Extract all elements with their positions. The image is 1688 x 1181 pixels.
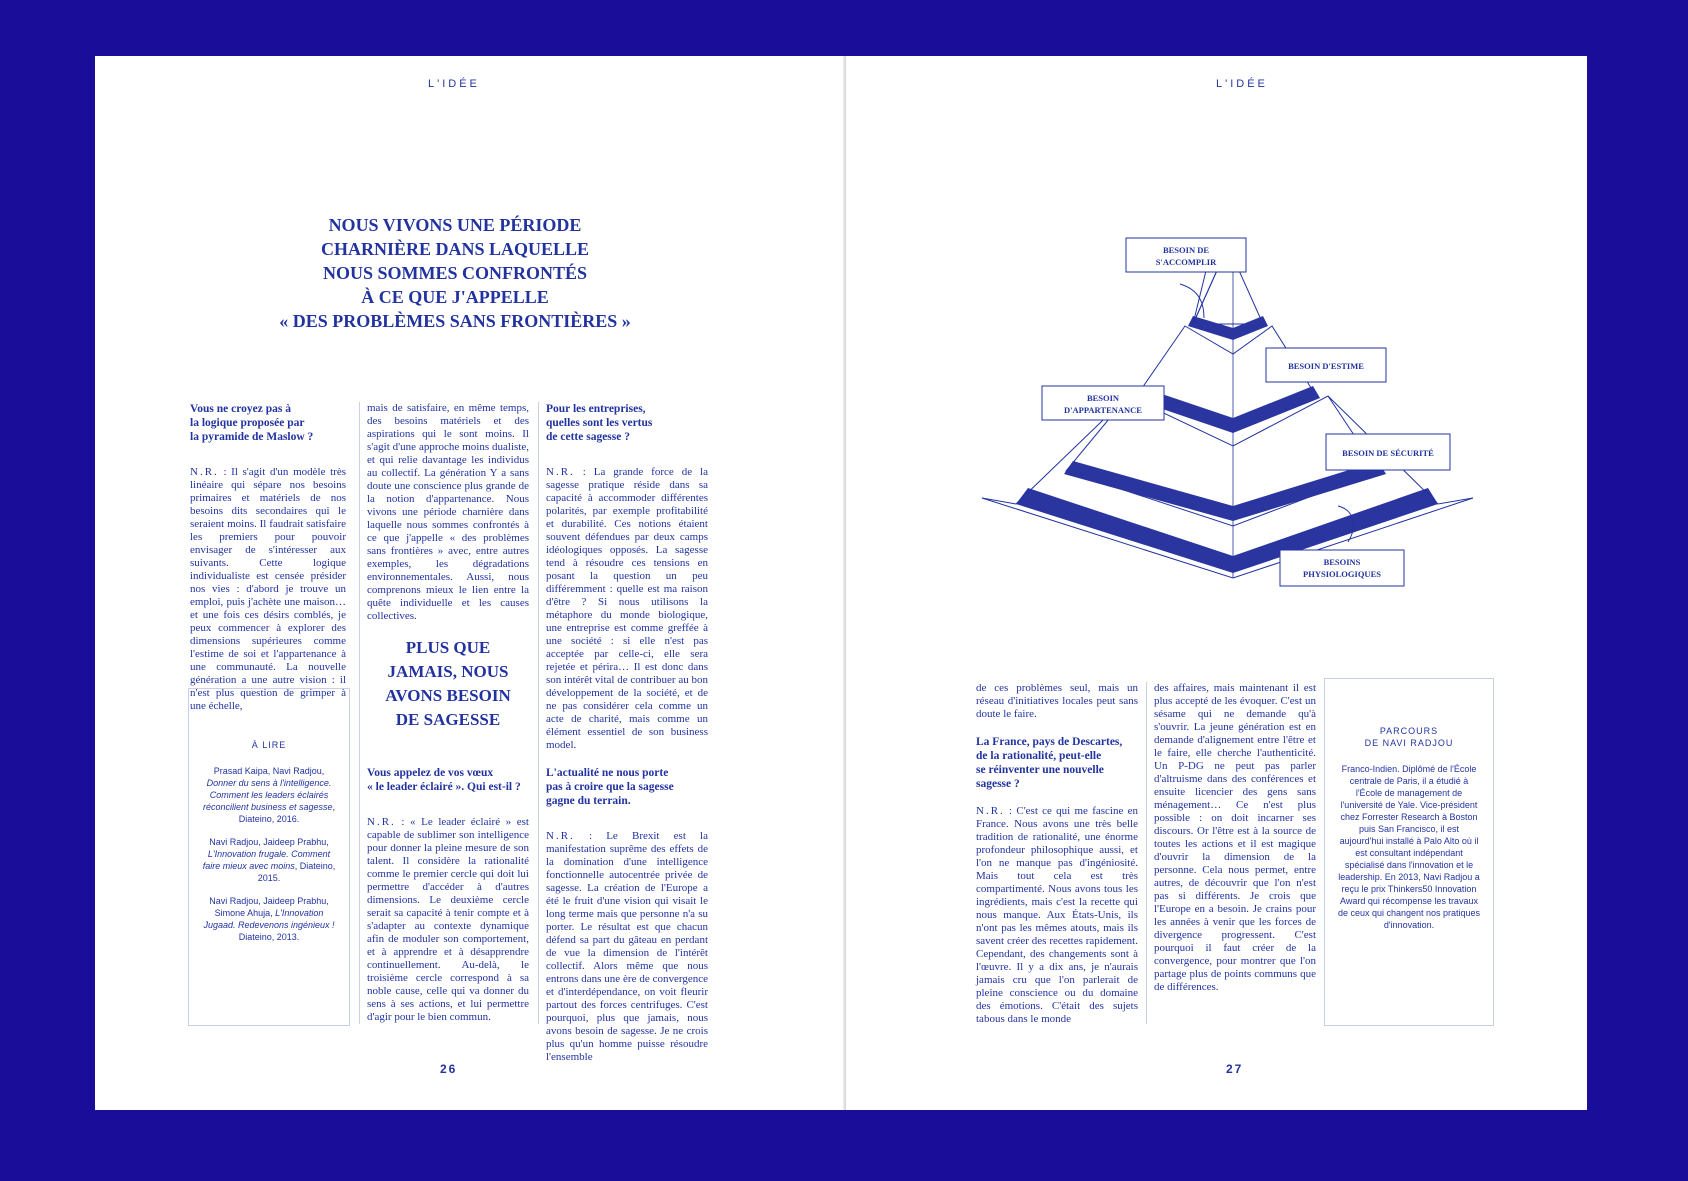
column-1 [190, 402, 346, 713]
parcours-box [1324, 678, 1494, 1026]
column-2-bottom [367, 766, 529, 1024]
svg-text:S'ACCOMPLIR: S'ACCOMPLIR [1155, 257, 1217, 267]
svg-text:BESOINS: BESOINS [1323, 557, 1361, 567]
column-3 [546, 402, 708, 1064]
svg-text:BESOIN D'ESTIME: BESOIN D'ESTIME [1288, 361, 1364, 371]
right-column-1: de ces problèmes seul, mais un réseau d'initiatives locales peut sans doute le faire. La France, pays de Descartes, de la rationalité, peut-elle se réinventer une nouvelle sagesse ? N.R. : C'est ce qui me fascine en France. Nous avons une très belle tradition de rationalité, une énorme profondeur philosophique aussi, et l'on ne manque pas d'ingéniosité. Mais tout cela est très compartimenté. Nous avons tous les ingrédients, mais c'est la recette qui nous manque. Aux États-Unis, ils n'ont pas les mêmes atouts, mais ils savent créer des recettes rapidement. Cependant, des changements sont à l'œuvre. Il y a dix ans, je n'aurais jamais cru que l'on parlerait de pleine conscience ou du domaine des émotions. C'était des sujets tabous dans le monde [976, 682, 1138, 1025]
question: La France, pays de Descartes, de la rationalité, peut-elle se réinventer une nouvelle sagesse ? [976, 736, 1123, 790]
section-subhead: PLUS QUE JAMAIS, NOUS AVONS BESOIN DE SAGESSE [385, 638, 511, 729]
column-rule [538, 402, 539, 1024]
pull-quote: NOUS VIVONS UNE PÉRIODE CHARNIÈRE DANS LAQUELLE NOUS SOMMES CONFRONTÉS À CE QUE J'APPELLE « DES PROBLÈMES SANS FRONTIÈRES » [279, 215, 631, 331]
reference: Navi Radjou, Jaideep Prabhu, L'Innovation frugale. Comment faire mieux avec moins, Diateino, 2015. [202, 837, 336, 883]
maslow-pyramid-diagram [968, 206, 1488, 606]
answer: N.R. : La grande force de la sagesse pratique réside dans sa capacité à accommoder différentes polarités, par exemple profitabilité et durabilité. Ces notions étaient souvent défendues par deux camps idéologiques opposés. La sagesse tend à résoudre ces tensions en posant la question un peu différemment : quelle est ma raison d'être ? Si nous utilisons la métaphore du monde biologique, une entreprise est comme greffée à une société : si elle n'est pas acceptée par celle-ci, elle sera rejetée et périra… Il est donc dans son intérêt vital de contribuer au bon développement de la société, et de ne pas considérer cela comme un acte de charité, mais comme un élément essentiel de son business model. [546, 466, 708, 751]
svg-text:BESOIN DE SÉCURITÉ: BESOIN DE SÉCURITÉ [1342, 448, 1434, 458]
reference: Navi Radjou, Jaideep Prabhu, Simone Ahuja, L'Innovation Jugaad. Redevenons ingénieux ! Diateino, 2013. [203, 896, 335, 942]
right-column-2: des affaires, mais maintenant il est plus accepté de les évoquer. C'est un sésame qui ne demande qu'à s'ouvrir. La jeune génération est en demande d'alignement entre l'être et le faire, elle cherche l'authenticité. Un P-DG ne peut pas parler d'altruisme dans des conférences et ensuite licencier des gens sans ménagement… Ce n'est plus possible : on doit incarner ses discours. Or l'être est à la source de toutes les actions et il est magique d'ouvrir la dimension de la personne. Cela nous permet, entre autres, de découvrir que l'on n'est pas si différents. Je crois que l'Europe en a besoin. Je crains pour les années à venir que les forces de divergence progressent. C'est pourquoi il faut créer de la convergence, pour montrer que l'on partage plus de points communs que de différences. [1154, 682, 1316, 993]
parcours: PARCOURS DE NAVI RADJOU Franco-Indien. Diplômé de l'École centrale de Paris, il a étudié à l'École de management de l'université de Yale. Vice-président chez Forrester Research à Boston puis San Francisco, il est aujourd'hui installé à Palo Alto où il est consultant indépendant spécialisé dans l'innovation et le leadership. En 2013, Navi Radjou a reçu le prix Thinkers50 Innovation Award qui récompense les travaux de ceux qui changent nos pratiques d'innovation. [1337, 726, 1481, 930]
page-number: 26 [440, 1062, 458, 1076]
parcours-title: PARCOURS DE NAVI RADJOU [1364, 726, 1454, 748]
svg-text:BESOIN DE: BESOIN DE [1162, 245, 1210, 255]
label-physiologiques [1280, 550, 1404, 586]
question: Vous ne croyez pas à la logique proposée par la pyramide de Maslow ? [190, 403, 314, 443]
column-2-top: mais de satisfaire, en même temps, des besoins matériels et des aspirations qui le sont moins. Il s'agit d'une approche moins dualiste, et qui relie davantage les individus au collectif. La génération Y a sans doute une conscience plus grande de la notion d'appartenance. Nous vivons une période charnière dans laquelle nous sommes confrontés à ce que j'appelle « des problèmes sans frontières » avec, entre autres exemples, les dégradations environnementales. Aussi, nous comprenons mieux le lien entre la quête individuelle et les causes collectives. [367, 402, 529, 622]
label-securite [1326, 434, 1450, 470]
question: Vous appelez de vos vœux « le leader éclairé ». Qui est-il ? [367, 767, 521, 793]
page-number: 27 [1226, 1062, 1244, 1076]
answer: N.R. : Il s'agit d'un modèle très linéaire qui sépare nos besoins primaires et matériels de nos besoins dits secondaires qui le seraient moins. Il faudrait satisfaire les premiers pour pouvoir envisager de s'intéresser aux suivants. Cette logique individualiste est censée présider nos vies : d'abord je trouve un emploi, puis j'achète une maison… et une fois ces désirs comblés, je peux commencer à explorer des dimensions supérieures comme l'estime de soi et l'appartenance à une communauté. La nouvelle génération a une autre vision : il n'est plus question de grimper à une échelle, [190, 466, 346, 712]
right-page [846, 56, 1587, 1110]
connector [1180, 284, 1204, 318]
left-page [95, 56, 846, 1110]
answer: N.R. : « Le leader éclairé » est capable de sublimer son intelligence pour donner la pleine mesure de son talent. Il considère la rationalité comme le premier cercle qui doit lui permettre d'accéder à d'autres dimensions. Le deuxième cercle serait sa capacité à tenir compte et à s'adapter au contexte dynamique afin de moduler son comportement, et à apprendre et à désapprendre continuellement. Au-delà, le troisième cercle correspond à sa noble cause, celle qui va donner du sens à ses actions, et lui permettre d'agir pour le bien commun. [367, 816, 529, 1023]
question: L'actualité ne nous porte pas à croire que la sagesse gagne du terrain. [546, 767, 674, 807]
column-rule [1146, 682, 1147, 1024]
running-head: L'IDÉE [1216, 78, 1268, 90]
question: Pour les entreprises, quelles sont les vertus de cette sagesse ? [546, 403, 653, 443]
label-appartenance [1042, 386, 1164, 420]
svg-text:PHYSIOLOGIQUES: PHYSIOLOGIQUES [1303, 569, 1381, 579]
label-estime [1266, 348, 1386, 382]
label-accomplir [1126, 238, 1246, 272]
svg-text:D'APPARTENANCE: D'APPARTENANCE [1064, 405, 1142, 415]
a-lire-box [188, 688, 350, 1026]
reference: Prasad Kaipa, Navi Radjou, Donner du sens à l'intelligence. Comment les leaders éclairés réconcilient business et sagesse, Diateino, 2016. [202, 766, 336, 824]
pyramid-band [1188, 316, 1268, 340]
svg-text:BESOIN: BESOIN [1086, 393, 1120, 403]
answer: N.R. : Le Brexit est la manifestation suprême des effets de la domination d'une intelligence fonctionnelle autocentrée privée de sagesse. La création de l'Europe a été le fruit d'une vision qui visait le long terme mais que personne n'a su porter. Le résultat est que chacun défend sa part du gâteau en perdant de vue la dimension de l'intérêt collectif. Alors même que nous entrons dans une ère de convergence et d'interdépendance, on voit fleurir partout des forces centrifuges. C'est pourquoi, plus que jamais, nous avons besoin de sagesse. Je ne crois plus qu'un homme puisse résoudre l'ensemble [546, 830, 708, 1063]
a-lire: À LIRE Prasad Kaipa, Navi Radjou, Donner du sens à l'intelligence. Comment les leaders éclairés réconcilient business et sagesse, Diateino, 2016. Navi Radjou, Jaideep Prabhu, L'Innovation frugale. Comment faire mieux avec moins, Diateino, 2015. Navi Radjou, Jaideep Prabhu, Simone Ahuja, L'Innovation Jugaad. Redevenons ingénieux ! Diateino, 2013. [199, 739, 339, 954]
column-rule [359, 402, 360, 1024]
answer: N.R. : C'est ce qui me fascine en France. Nous avons une très belle tradition de rationalité, une énorme profondeur philosophique aussi, et l'on ne manque pas d'ingéniosité. Mais tout cela est très compartimenté. Nous avons tous les ingrédients, mais c'est la recette qui nous manque. Aux États-Unis, ils n'ont pas les mêmes atouts, mais ils savent créer des recettes rapidement. Cependant, des changements sont à l'œuvre. Il y a dix ans, je n'aurais jamais cru que l'on parlerait de pleine conscience ou du domaine des émotions. C'était des sujets tabous dans le monde [976, 805, 1138, 1025]
running-head: L'IDÉE [428, 78, 480, 90]
